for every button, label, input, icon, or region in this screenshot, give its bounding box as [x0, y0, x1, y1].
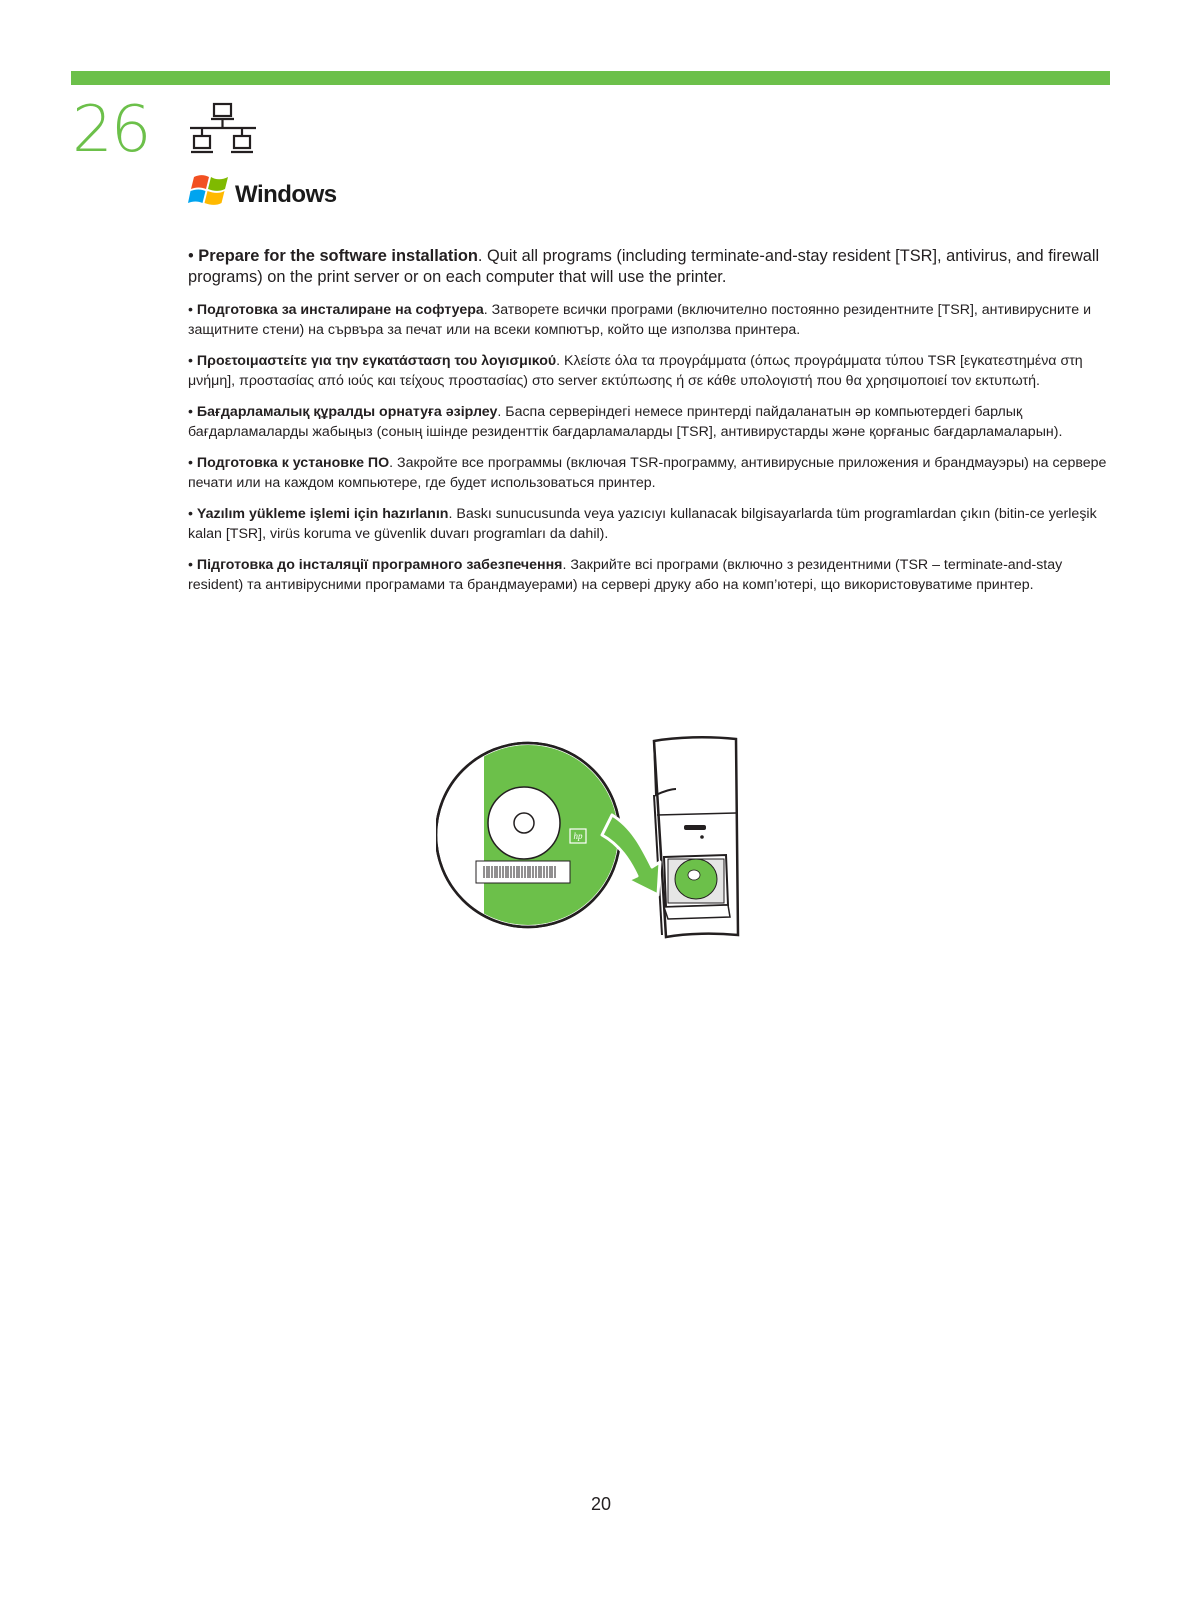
step-number: 26: [72, 93, 150, 167]
hp-logo: [570, 829, 586, 843]
windows-logo: [188, 168, 348, 216]
windows-flag-icon: [188, 168, 234, 214]
computer-tower-icon: [654, 737, 738, 937]
network-topology-icon: [186, 102, 260, 160]
instruction-tr: • Yazılım yükleme işlemi için hazırlanın. Baskı sunucusunda veya yazıcıyı kullanacak bilgisayarlarda tüm programlardan çıkın (bitin-ce yerleşik kalan [TSR], virüs koruma ve güvenlik duvarı programları da dahil).: [188, 506, 1097, 542]
instruction-bg: • Подготовка за инсталиране на софтуера. Затворете всички програми (включително постоянно резидентните [TSR], антивирусните и защитните стени) на сървъра за печат или на всеки компютър, който ще използва принтера.: [188, 302, 1091, 338]
instruction-list: [188, 246, 1110, 606]
instruction-el: • Προετοιμαστείτε για την εγκατάσταση του λογισμικού. Κλείστε όλα τα προγράμματα (όπως προγράμματα τύπου TSR [εγκατεστημένα στη μνήμη], προστασίας από ιούς και τείχους προστασίας) στο server εκτύπωσης ή σε κάθε υπολογιστή που θα χρησιμοποιεί τον εκτυπωτή.: [188, 353, 1083, 389]
windows-wordmark: Windows: [235, 181, 337, 208]
svg-text:hp: hp: [573, 831, 583, 841]
instruction-en: • Prepare for the software installation. Quit all programs (including terminate-and-stay resident [TSR], antivirus, and firewall programs) on the print server or on each computer that will use the printer.: [188, 247, 1100, 286]
header-accent-bar: [71, 71, 1110, 85]
instruction-ru: • Подготовка к установке ПО. Закройте все программы (включая TSR-программу, антивирусные приложения и брандмауэры) на сервере печати или на каждом компьютере, где будет использоваться принтер.: [188, 455, 1107, 491]
instruction-kk: • Бағдарламалық құралды орнатуға әзірлеу. Баспа серверіндегі немесе принтерді пайдаланатын әр компьютердегі барлық бағдарламаларды жабыңыз (соның ішінде резиденттік бағдарламаларды [TSR], антивирустарды және қорғаныс бағдарламаларын).: [188, 404, 1063, 440]
page-number: 20: [590, 1494, 612, 1514]
insert-cd-into-drive-icon: [436, 735, 746, 941]
instruction-uk: • Підготовка до інсталяції програмного забезпечення. Закрийте всі програми (включно з резидентними (TSR – terminate-and-stay resident) та антивірусними програмами та брандмауерами) на сервері друку або на комп’ютері, що використовуватиме принтер.: [188, 557, 1063, 593]
